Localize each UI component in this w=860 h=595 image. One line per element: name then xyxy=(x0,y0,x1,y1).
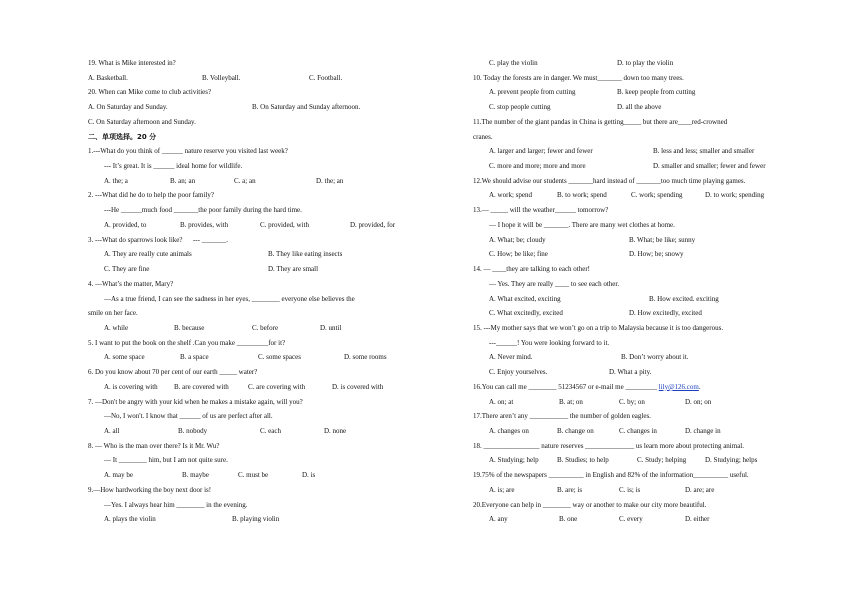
option: A. They are really cute animals xyxy=(104,250,192,259)
option: A. Basketball. xyxy=(88,73,128,82)
option: D. is covered with xyxy=(332,382,384,391)
line-text-end: . xyxy=(698,382,701,391)
option-row xyxy=(88,100,423,115)
line-text: 11.The number of the giant pandas in China is getting_____ but there are____red-crowned xyxy=(473,117,728,126)
line-text: C. On Saturday afternoon and Sunday. xyxy=(88,117,196,126)
option: D. until xyxy=(320,323,342,332)
line-text: 19. What is Mike interested in? xyxy=(88,59,176,67)
question-line xyxy=(88,439,423,454)
option: D. How excitedly, excited xyxy=(629,309,702,318)
option: B. They like eating insects xyxy=(268,250,343,259)
option: B. nobody xyxy=(178,426,208,435)
question-line xyxy=(88,159,423,174)
option: A. all xyxy=(104,426,120,435)
option: A. larger and larger; fewer and fewer xyxy=(489,147,593,156)
option: B. one xyxy=(559,515,578,524)
question-line xyxy=(473,174,813,189)
option: A. provided, to xyxy=(104,220,147,229)
line-text: —Yes. I always hear him ________ in the evening. xyxy=(104,500,248,509)
line-text: 20.Everyone can help in ________ way or another to make our city more beautiful. xyxy=(473,500,707,509)
option-row xyxy=(88,321,423,336)
question-line xyxy=(473,380,813,395)
option: B. On Saturday and Sunday afternoon. xyxy=(252,103,361,112)
question-line xyxy=(88,292,423,307)
question-line xyxy=(473,439,813,454)
option: C. is; is xyxy=(619,485,641,494)
line-text: 15. ---My mother says that we won’t go on a trip to Malaysia because it is too dangerous. xyxy=(473,323,724,332)
option: B. are; is xyxy=(557,485,583,494)
line-text: ---He ______much food _______the poor family during the hard time. xyxy=(104,206,302,215)
option: C. more and more; more and more xyxy=(489,162,586,171)
option-row xyxy=(88,380,423,395)
option: B. provides, with xyxy=(180,220,229,229)
option: D. the; an xyxy=(316,176,344,185)
option: B. playing violin xyxy=(232,515,280,524)
option: B. less and less; smaller and smaller xyxy=(653,147,755,156)
question-line xyxy=(88,233,423,248)
line-text: 14. — ____they are talking to each other! xyxy=(473,265,591,274)
option: C. Football. xyxy=(309,73,343,82)
question-line xyxy=(88,85,423,100)
option: C. They are fine xyxy=(104,265,150,274)
option-row xyxy=(88,262,423,277)
option: A. the; a xyxy=(104,176,128,185)
option: A. What; be; cloudy xyxy=(489,235,546,244)
option-row xyxy=(473,159,813,174)
option: B. maybe xyxy=(182,471,209,480)
option-row xyxy=(88,247,423,262)
line-text: 8. — Who is the man over there? Is it Mr. Wu? xyxy=(88,441,220,450)
option: D. either xyxy=(685,515,710,524)
option: A. work; spend xyxy=(489,191,532,200)
line-text: — I hope it will be _______. There are many wet clothes at home. xyxy=(489,220,675,229)
line-text: smile on her face. xyxy=(88,309,138,318)
question-line xyxy=(88,56,423,71)
option: D. to play the violin xyxy=(617,59,674,67)
option: D. on; on xyxy=(685,397,712,406)
question-line xyxy=(473,71,813,86)
line-text: 5. I want to put the book on the shelf .Can you make _________for it? xyxy=(88,338,286,347)
option: A. Studying; help xyxy=(489,456,539,465)
option: D. What a pity. xyxy=(609,368,652,377)
option-row xyxy=(473,144,813,159)
option: A. Never mind. xyxy=(489,353,533,362)
option: C. by; on xyxy=(619,397,645,406)
option-row xyxy=(88,468,423,483)
option-row xyxy=(473,424,813,439)
question-line xyxy=(88,115,423,130)
question-line xyxy=(88,203,423,218)
line-text: ---______! You were looking forward to it. xyxy=(489,338,610,347)
question-line xyxy=(88,306,423,321)
question-line xyxy=(88,483,423,498)
option: B. What; be like; sunny xyxy=(629,235,696,244)
option: B. a space xyxy=(180,353,209,362)
option: C. What excitedly, excited xyxy=(489,309,563,318)
line-text: 二、单项选择。20 分 xyxy=(88,132,157,141)
question-line xyxy=(473,130,813,145)
question-line xyxy=(88,336,423,351)
line-text: 18. ________________ nature reserves ______________ us learn more about protecting animal. xyxy=(473,441,744,450)
email-link[interactable]: lily@126.com xyxy=(658,382,699,391)
option: D. to work; spending xyxy=(705,191,765,200)
option: A. any xyxy=(489,515,508,524)
option: D. How; be; snowy xyxy=(629,250,684,259)
option: B. at; on xyxy=(559,397,583,406)
option: C. must be xyxy=(238,471,269,480)
option-row xyxy=(473,100,813,115)
option: C. a; an xyxy=(234,176,256,185)
line-text: 17.There aren’t any ___________ the number of golden eagles. xyxy=(473,412,651,421)
line-text: 16.You can call me ________ 51234567 or e-mail me _________ xyxy=(473,382,659,391)
question-line xyxy=(473,468,813,483)
option: A. some space xyxy=(104,353,145,362)
option: C. each xyxy=(260,426,281,435)
option-row xyxy=(88,71,423,86)
line-text: 7. —Don't be angry with your kid when he makes a mistake again, will you? xyxy=(88,397,303,406)
option: A. On Saturday and Sunday. xyxy=(88,103,168,112)
line-text: 3. ---What do sparrows look like? --- _______. xyxy=(88,235,228,244)
question-line xyxy=(473,262,813,277)
option-row xyxy=(473,483,813,498)
option-row xyxy=(473,350,813,365)
option: D. They are small xyxy=(268,265,319,274)
option-row xyxy=(473,512,813,527)
line-text: 9.—How hardworking the boy next door is! xyxy=(88,485,212,494)
line-text: 2. ---What did he do to help the poor family? xyxy=(88,191,214,200)
option: A. on; at xyxy=(489,397,514,406)
question-line xyxy=(473,409,813,424)
line-text: — It ________ him, but I am not quite sure. xyxy=(104,456,228,465)
question-line xyxy=(473,115,813,130)
option: B. to work; spend xyxy=(557,191,607,200)
option-row xyxy=(473,56,813,71)
option: D. none xyxy=(324,426,347,435)
option: B. Volleyball. xyxy=(202,73,241,82)
option: B. an; an xyxy=(170,176,196,185)
line-text: 13.— _____ will the weather______ tomorrow? xyxy=(473,206,609,215)
option-row xyxy=(473,365,813,380)
option: A. while xyxy=(104,323,129,332)
option: C. every xyxy=(619,515,643,524)
option-row xyxy=(88,512,423,527)
option: C. work; spending xyxy=(631,191,683,200)
option-row xyxy=(473,453,813,468)
option: C. stop people cutting xyxy=(489,103,551,112)
option: B. keep people from cutting xyxy=(617,88,696,97)
section-heading xyxy=(88,130,423,145)
line-text: 1.---What do you think of ______ nature reserve you visited last week? xyxy=(88,147,288,156)
option-row xyxy=(88,174,423,189)
option: D. smaller and smaller; fewer and fewer xyxy=(653,162,766,171)
option: D. are; are xyxy=(685,485,715,494)
line-text: —No, I won't. I know that ______ of us are perfect after all. xyxy=(104,412,273,421)
question-line xyxy=(473,277,813,292)
option-row xyxy=(473,233,813,248)
option-row xyxy=(473,85,813,100)
question-line xyxy=(88,409,423,424)
question-line xyxy=(473,336,813,351)
option: B. Don’t worry about it. xyxy=(621,353,689,362)
question-line xyxy=(88,498,423,513)
option: C. play the violin xyxy=(489,59,538,67)
line-text: 20. When can Mike come to club activities? xyxy=(88,88,212,97)
question-line xyxy=(473,203,813,218)
line-text: 4. —What’s the matter, Mary? xyxy=(88,279,174,288)
option: A. What excited, exciting xyxy=(489,294,561,303)
option-row xyxy=(473,247,813,262)
option: B. because xyxy=(174,323,205,332)
question-line xyxy=(88,277,423,292)
left-column xyxy=(88,56,423,527)
option: B. are covered with xyxy=(174,382,229,391)
option: C. provided, with xyxy=(260,220,309,229)
option: D. some rooms xyxy=(344,353,387,362)
question-line xyxy=(473,498,813,513)
option-row xyxy=(88,350,423,365)
line-text: --- It’s great. It is ______ ideal home for wildlife. xyxy=(104,162,243,171)
option-row xyxy=(473,188,813,203)
line-text: —As a true friend, I can see the sadness in her eyes, ________ everyone else believes the xyxy=(104,294,355,303)
option: A. changes on xyxy=(489,426,529,435)
option: D. Studying; helps xyxy=(705,456,758,465)
question-line xyxy=(88,395,423,410)
question-line xyxy=(88,365,423,380)
option: D. provided, for xyxy=(350,220,396,229)
question-line xyxy=(88,453,423,468)
option-row xyxy=(473,292,813,307)
option: A. plays the violin xyxy=(104,515,156,524)
option: A. may be xyxy=(104,471,133,480)
line-text: 6. Do you know about 70 per cent of our earth _____ water? xyxy=(88,368,258,377)
option: B. Studies; to help xyxy=(557,456,609,465)
option: A. is covering with xyxy=(104,382,158,391)
right-column xyxy=(473,56,813,527)
option: D. all the above xyxy=(617,103,662,112)
option: D. change in xyxy=(685,426,721,435)
option: C. some spaces xyxy=(258,353,301,362)
option: A. is; are xyxy=(489,485,515,494)
option-row xyxy=(88,218,423,233)
option-row xyxy=(88,424,423,439)
line-text: 10. Today the forests are in danger. We must_______ down too many trees. xyxy=(473,73,684,82)
option: A. prevent people from cutting xyxy=(489,88,576,97)
line-text: 12.We should advise our students _______hard instead of _______too much time playing games. xyxy=(473,176,746,185)
option: C. are covering with xyxy=(248,382,306,391)
option: C. changes in xyxy=(619,426,657,435)
question-line xyxy=(88,144,423,159)
option: B. change on xyxy=(557,426,594,435)
option: C. How; be like; fine xyxy=(489,250,548,259)
option: D. is xyxy=(302,471,316,480)
line-text: — Yes. They are really ____ to see each other. xyxy=(489,279,620,288)
option: B. How excited. exciting xyxy=(649,294,719,303)
line-text: 19.75% of the newspapers __________ in English and 82% of the information__________ useful. xyxy=(473,471,749,480)
question-line xyxy=(88,188,423,203)
option-row xyxy=(473,306,813,321)
option: C. before xyxy=(252,323,279,332)
option: C. Enjoy yourselves. xyxy=(489,368,548,377)
option-row xyxy=(473,395,813,410)
option: C. Study; helping xyxy=(637,456,687,465)
line-text: cranes. xyxy=(473,132,493,141)
question-line xyxy=(473,218,813,233)
question-line xyxy=(473,321,813,336)
